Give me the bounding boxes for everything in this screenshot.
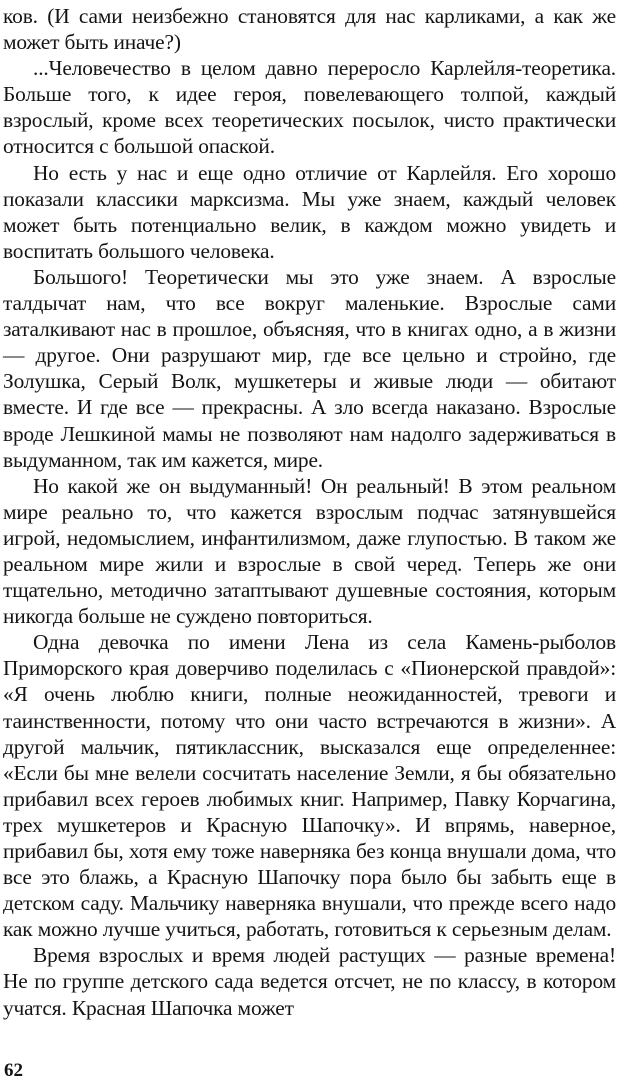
paragraph-4: Большого! Теоретически мы это уже знаем. А взрослые талдычат нам, что все вокруг маленькие. Взрослые сами заталкивают нас в прошлое, объясняя, что в книгах одно, а в жизни — другое. Они разрушают мир, где все цельно и стройно, где Золушка, Серый Волк, мушкетеры и живые люди — обитают вместе. И где все — прекрасны. А зло всегда наказано. Взрослые вроде Лешкиной мамы не позволяют нам надолго задерживаться в выдуманном, так им кажется, мире. xyxy=(3,264,616,472)
page-number: 62 xyxy=(4,1060,23,1081)
paragraph-5: Но какой же он выдуманный! Он реальный! В этом реальном мире реально то, что кажется взрослым подчас затянувшейся игрой, недомыслием, инфантилизмом, даже глупостью. В таком же реальном мире жили и взрослые в свой черед. Теперь же они тщательно, методично затаптывают душевные состояния, которым никогда больше не суждено повториться. xyxy=(3,473,616,629)
paragraph-6: Одна девочка по имени Лена из села Камень-рыболов Приморского края доверчиво поделилась с «Пионерской правдой»: «Я очень люблю книги, полные неожиданностей, тревоги и таинственности, потому что они часто встречаются в жизни». А другой мальчик, пятиклассник, высказался еще определеннее: «Если бы мне велели сосчитать население Земли, я бы обязательно прибавил всех героев любимых книг. Например, Павку Корчагина, трех мушкетеров и Красную Шапочку». И впрямь, наверное, прибавил бы, хотя ему тоже наверняка без конца внушали дома, что все это блажь, а Красную Шапочку пора было бы забыть еще в детском саду. Мальчику наверняка внушали, что прежде всего надо как можно лучше учиться, работать, готовиться к серьезным делам. xyxy=(3,630,616,942)
paragraph-7: Время взрослых и время людей растущих — разные времена! Не по группе детского сада ведется отсчет, не по классу, в котором учатся. Красная Шапочка может xyxy=(3,943,616,1020)
paragraph-2: ...Человечество в целом давно переросло Карлейля-теоретика. Больше того, к идее героя, повелевающего толпой, каждый взрослый, кроме всех теоретических посылок, чисто практически относится с большой опаской. xyxy=(3,56,616,159)
paragraph-1: ков. (И сами неизбежно становятся для нас карликами, а как же может быть иначе?) xyxy=(3,4,616,55)
paragraph-3: Но есть у нас и еще одно отличие от Карлейля. Его хорошо показали классики марксизма. Мы уже знаем, каждый человек может быть потенциально велик, в каждом можно увидеть и воспитать большого человека. xyxy=(3,160,616,263)
